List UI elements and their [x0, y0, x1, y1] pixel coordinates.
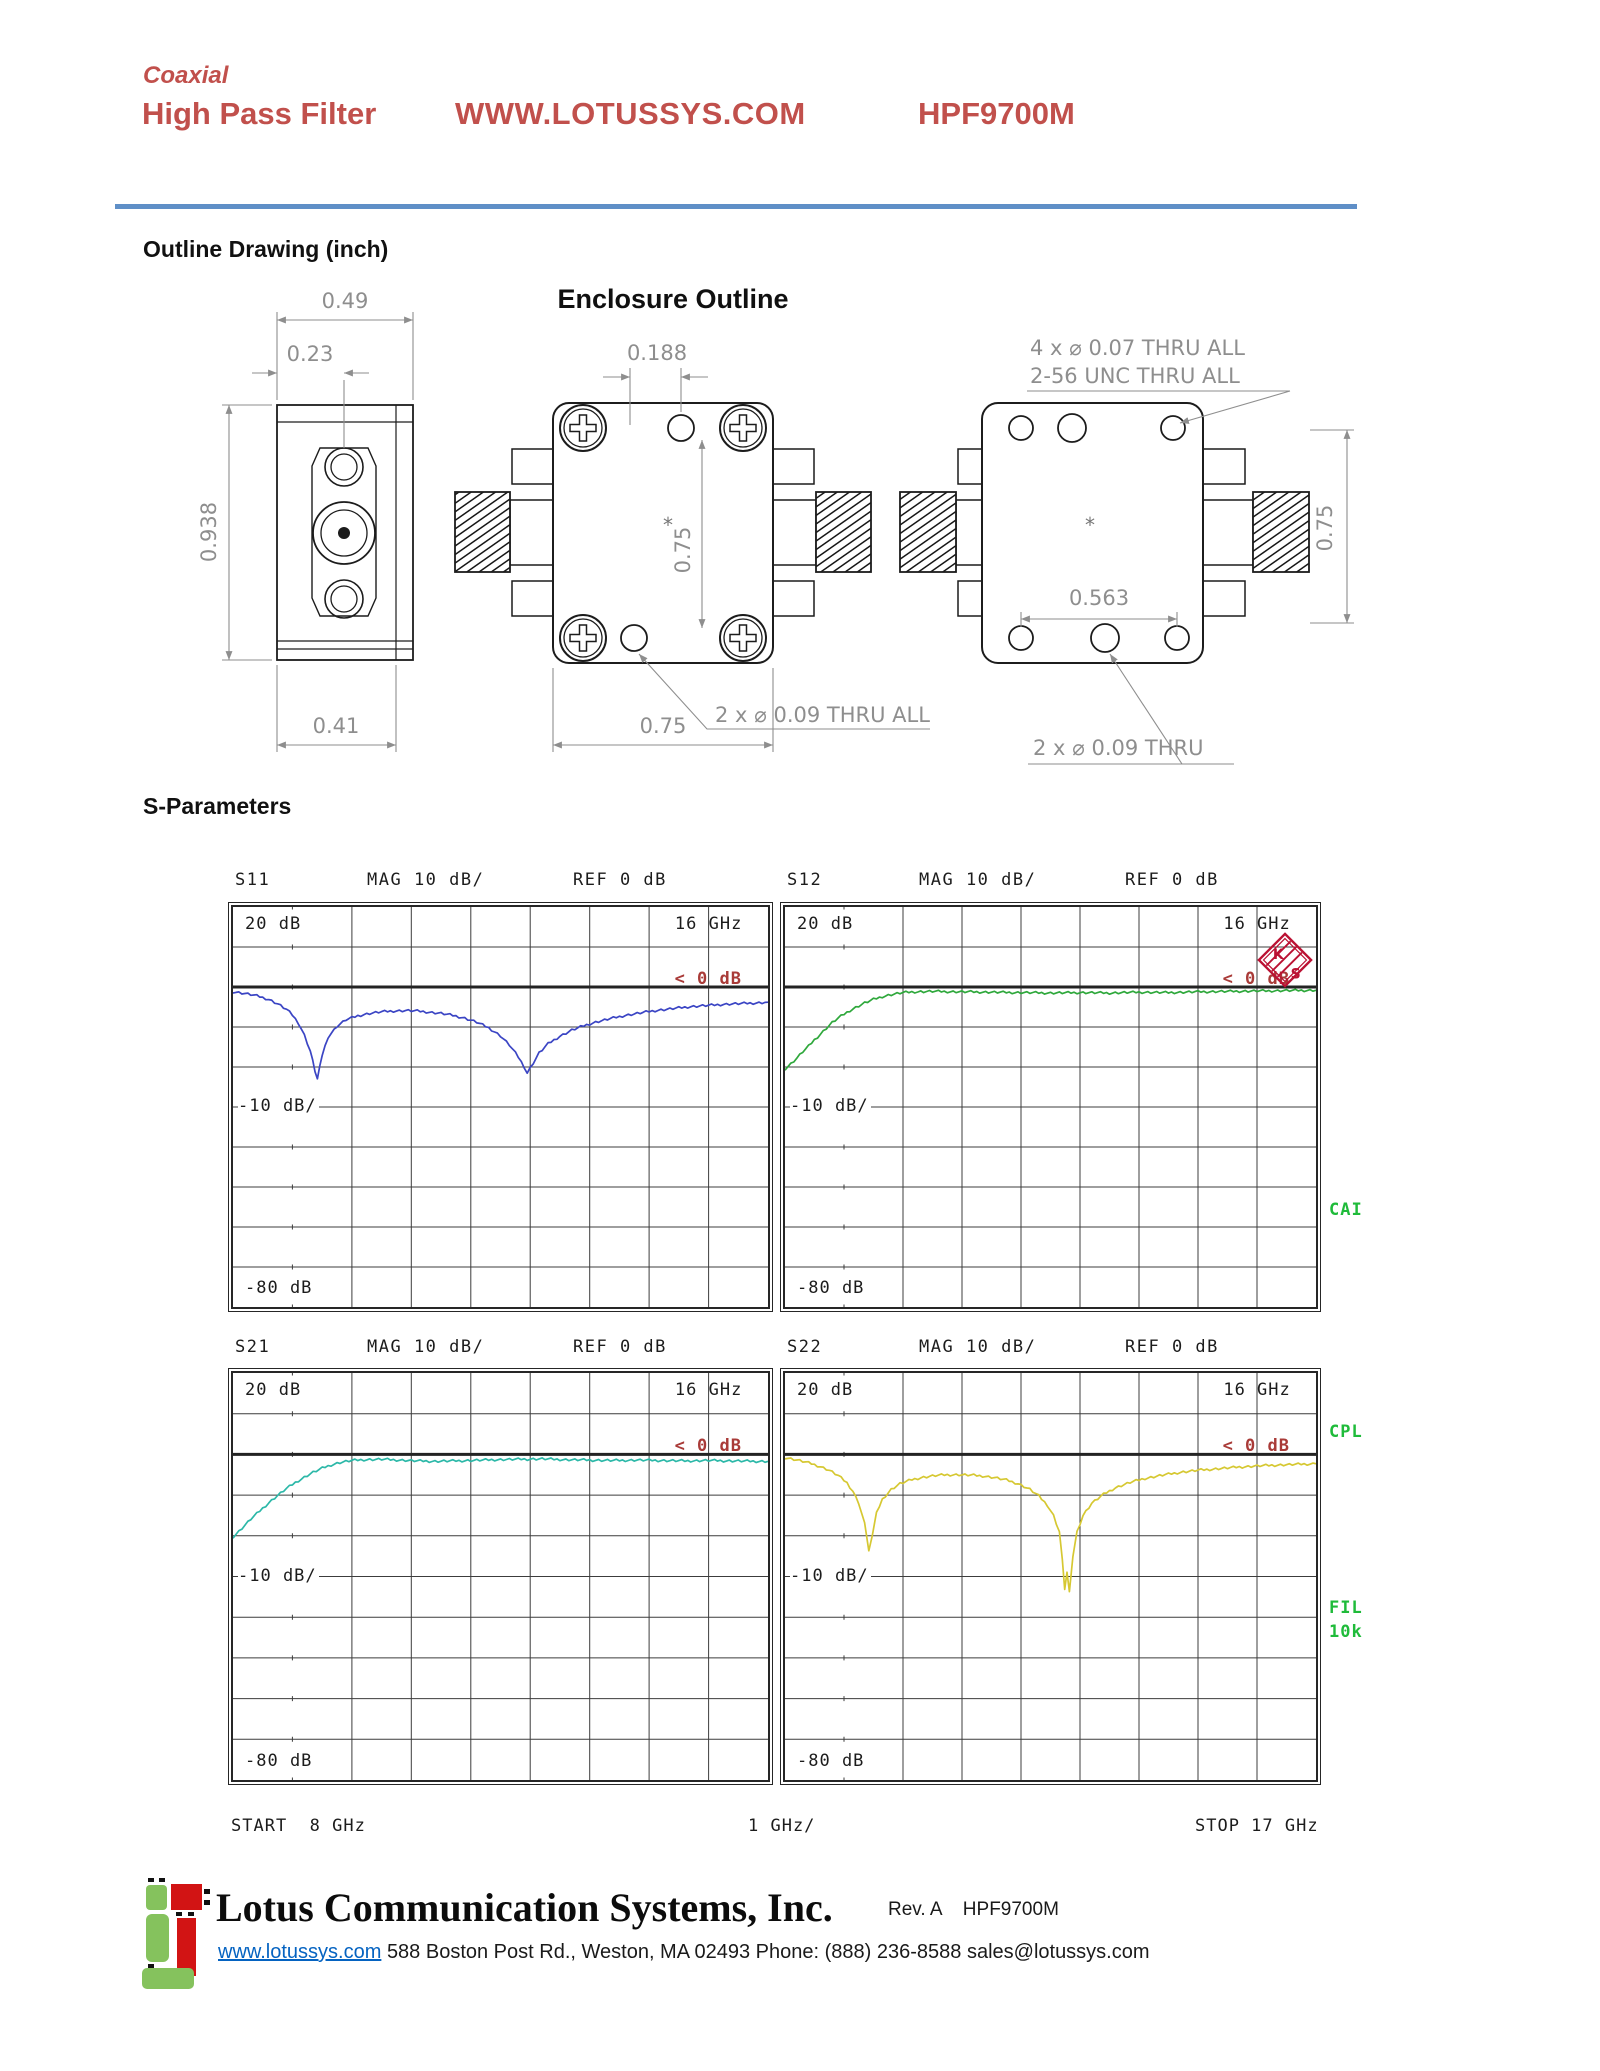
axis-stop-label: STOP 17 GHz [1195, 1816, 1319, 1836]
note-back-holes: 2 x ⌀ 0.09 THRU [1033, 736, 1204, 760]
ref-top-label: 20 dB [797, 914, 854, 934]
s21-plot [231, 1371, 770, 1782]
footer-company-name: Lotus Communication Systems, Inc. [216, 1885, 833, 1930]
chart-ref-level: REF 0 dB [573, 1337, 667, 1357]
ref-bottom-label: -80 dB [797, 1278, 865, 1298]
dim-side-height: 0.75 [1313, 504, 1337, 552]
freq-label: 16 GHz [674, 1380, 743, 1400]
dim-height: 0.938 [197, 501, 221, 563]
zero-db-marker: < 0 dB [1222, 969, 1290, 989]
end-view-dimensions [222, 312, 413, 752]
zero-db-marker: < 0 dB [1222, 1436, 1290, 1457]
lotus-logo [140, 1878, 212, 1990]
note-corner-holes: 4 x ⌀ 0.07 THRU ALL [1030, 336, 1245, 360]
ref-bottom-label: -80 dB [245, 1278, 313, 1298]
dim-hole-offset: 0.188 [626, 341, 688, 365]
chart-header-s11 [231, 870, 770, 892]
ks-watermark-icon [1257, 932, 1313, 988]
chart-name: S21 [235, 1337, 271, 1357]
freq-label: 16 GHz [1223, 914, 1291, 934]
end-view [277, 405, 413, 660]
s22-plot [783, 1371, 1318, 1782]
scale-label: -10 dB/ [238, 1096, 317, 1116]
axis-start-label: START 8 GHz [231, 1816, 366, 1836]
zero-db-marker: < 0 dB [674, 1436, 742, 1457]
instrument-note-fil: FIL [1329, 1598, 1363, 1618]
dim-width-bottom: 0.41 [312, 714, 360, 738]
freq-label: 16 GHz [674, 914, 743, 934]
page-title: High Pass Filter [142, 96, 377, 131]
back-view-asterisk: * [1085, 513, 1095, 537]
front-view-asterisk: * [663, 513, 673, 537]
s11-plot [231, 905, 770, 1309]
header-model-number: HPF9700M [918, 96, 1075, 131]
ref-top-label: 20 dB [245, 914, 302, 934]
chart-name: S22 [787, 1337, 823, 1357]
footer-address: 588 Boston Post Rd., Weston, MA 02493 Phone: (888) 236-8588 sales@lotussys.com [386, 1941, 1150, 1963]
enclosure-outline-drawing [130, 260, 1380, 770]
header-divider [115, 204, 1357, 209]
note-thread: 2-56 UNC THRU ALL [1030, 364, 1240, 388]
dim-face-width: 0.75 [639, 714, 687, 738]
dim-width-top: 0.49 [321, 289, 369, 313]
dim-conn-offset: 0.23 [286, 342, 334, 366]
chart-mag-scale: MAG 10 dB/ [919, 870, 1037, 890]
svg-text:K: K [1272, 947, 1284, 964]
chart-ref-level: REF 0 dB [1125, 870, 1219, 890]
chart-mag-scale: MAG 10 dB/ [367, 870, 485, 890]
rev-label: Rev. A [888, 1899, 942, 1920]
footer-address-line [218, 1941, 1150, 1964]
chart-name: S12 [787, 870, 823, 890]
scale-label: -10 dB/ [790, 1096, 869, 1116]
chart-name: S11 [235, 870, 271, 890]
scale-label: -10 dB/ [238, 1565, 317, 1586]
chart-mag-scale: MAG 10 dB/ [919, 1337, 1037, 1357]
freq-label: 16 GHz [1223, 1380, 1291, 1400]
dim-hole-span: 0.563 [1068, 586, 1130, 610]
chart-mag-scale: MAG 10 dB/ [367, 1337, 485, 1357]
header-website: WWW.LOTUSSYS.COM [455, 96, 806, 131]
ref-top-label: 20 dB [797, 1380, 854, 1400]
scale-label: -10 dB/ [790, 1565, 869, 1586]
svg-text:S: S [1290, 966, 1301, 983]
chart-ref-level: REF 0 dB [1125, 1337, 1219, 1357]
chart-ref-level: REF 0 dB [573, 870, 667, 890]
drawing-title: Enclosure Outline [557, 284, 789, 314]
header-kicker: Coaxial [143, 62, 229, 89]
sparams-section-title: S-Parameters [143, 793, 292, 819]
back-view [900, 403, 1309, 663]
rev-model: HPF9700M [962, 1899, 1059, 1920]
back-view-dimensions [1021, 391, 1354, 764]
ref-bottom-label: -80 dB [245, 1751, 313, 1771]
chart-header-s22 [783, 1337, 1318, 1359]
axis-step-label: 1 GHz/ [748, 1816, 816, 1836]
ref-bottom-label: -80 dB [797, 1751, 865, 1771]
zero-db-marker: < 0 dB [674, 969, 742, 989]
dim-face-height: 0.75 [671, 526, 695, 574]
instrument-note-cai: CAI [1329, 1200, 1363, 1220]
s12-plot [783, 905, 1318, 1309]
footer-revision [888, 1899, 1059, 1921]
instrument-note-10k: 10k [1329, 1622, 1363, 1642]
instrument-note-cpl: CPL [1329, 1422, 1363, 1442]
chart-header-s12 [783, 870, 1318, 892]
ref-top-label: 20 dB [245, 1380, 302, 1400]
chart-header-s21 [231, 1337, 770, 1359]
footer-website-link[interactable]: www.lotussys.com [218, 1941, 382, 1963]
outline-section-title: Outline Drawing (inch) [143, 236, 389, 262]
note-front-holes: 2 x ⌀ 0.09 THRU ALL [715, 703, 930, 727]
